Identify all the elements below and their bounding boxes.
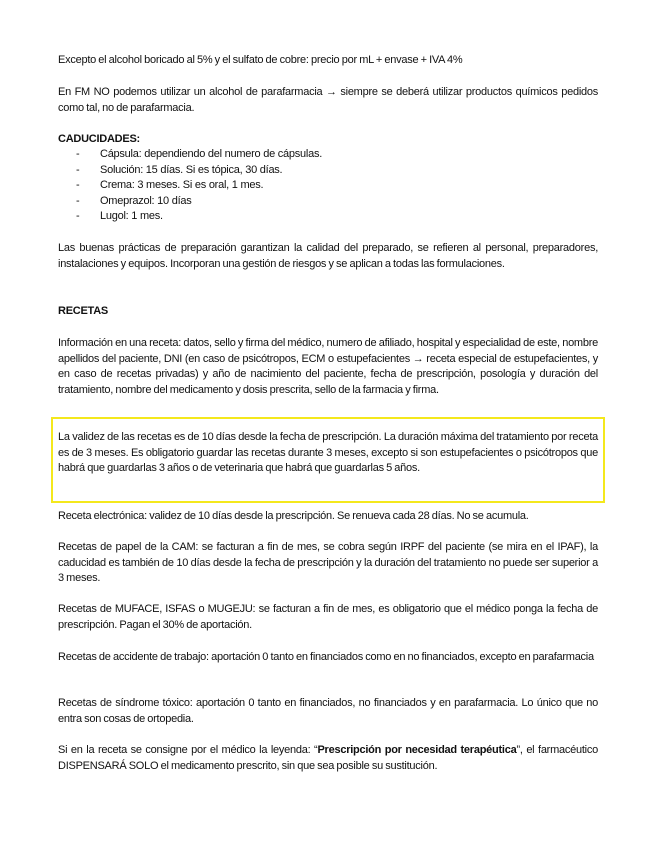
list-item: - Solución: 15 días. Si es tópica, 30 días. [76,163,283,176]
leyenda-bold-text: Prescripción por necesidad terapéutica [317,744,517,756]
recetas-mutuas-paragraph: Recetas de MUFACE, ISFAS o MUGEJU: se facturan a fin de mes, es obligatorio que el médico ponga la fecha de prescripción. Pagan el 30% de aportación. [58,603,598,631]
fm-note-paragraph: En FM NO podemos utilizar un alcohol de parafarmacia → siempre se deberá utilizar productos químicos pedidos como tal, no de parafarmacia. [58,86,598,114]
validez-recetas-paragraph: La validez de las recetas es de 10 días desde la fecha de prescripción. La duración máxima del tratamiento por receta es de 3 meses. Es obligatorio guardar las recetas durante 3 meses, excepto si son estupefacientes o psicótropos que habrá que guardarlas 3 años o de veterinaria que habrá que guardarlas 5 años. [58,431,598,474]
recetas-toxico-paragraph: Recetas de síndrome tóxico: aportación 0 tanto en financiados, no financiados y en parafarmacia. Lo único que no entra son cosas de ortopedia. [58,697,598,725]
buenas-practicas-paragraph: Las buenas prácticas de preparación garantizan la calidad del preparado, se refieren al personal, preparadores, instalaciones y equipos. Incorporan una gestión de riesgos y se aplican a todas las formulaciones. [58,242,598,270]
receta-electronica-paragraph: Receta electrónica: validez de 10 días desde la prescripción. Se renueva cada 28 días. No se acumula. [58,510,529,522]
recetas-cam-paragraph: Recetas de papel de la CAM: se facturan a fin de mes, se cobra según IRPF del paciente (se mira en el IPAF), la caducidad es también de 10 días desde la fecha de prescripción y la duración del tratamiento no puede ser superior a 3 meses. [58,541,598,584]
list-item: - Crema: 3 meses. Si es oral, 1 mes. [76,179,264,191]
recetas-heading: RECETAS [58,305,108,317]
list-item: - Lugol: 1 mes. [76,210,163,222]
recetas-accidente-paragraph: Recetas de accidente de trabajo: aportación 0 tanto en financiados como en no financiados, excepto en parafarmacia [58,651,594,663]
intro-paragraph: Excepto el alcohol boricado al 5% y el sulfato de cobre: precio por mL + envase + IVA 4% [58,54,463,66]
list-item: - Omeprazol: 10 días [76,194,192,207]
list-item: - Cápsula: dependiendo del numero de cápsulas. [76,148,322,160]
leyenda-paragraph: Si en la receta se consigne por el médico la leyenda: “Prescripción por necesidad terapéutica”, el farmacéutico DISPENSARÁ SOLO el medicamento prescrito, sin que sea posible su sustitución. [58,744,598,772]
caducidades-heading: CADUCIDADES: [58,133,140,145]
informacion-receta-paragraph: Información en una receta: datos, sello y firma del médico, numero de afiliado, hospital y especialidad de este, nombre apellidos del paciente, DNI (en caso de psicótropos, ECM o estupefacientes → receta especial de estupefacientes, y en caso de recetas privadas) y año de nacimiento del paciente, fecha de prescripción, posología y duración del tratamiento, nombre del medicamento y dosis prescrita, sello de la farmacia y firma. [58,337,598,396]
caducidades-list [58,147,598,225]
